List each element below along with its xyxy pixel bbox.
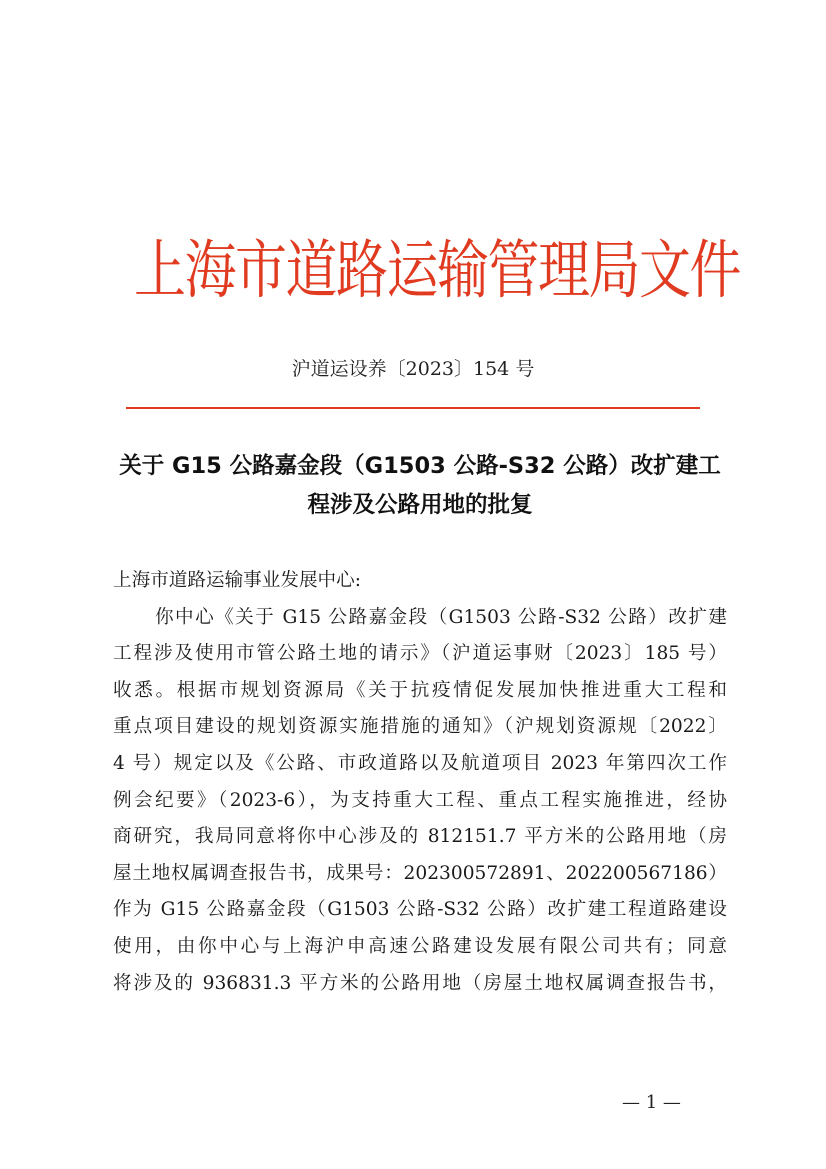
red-divider-rule: [126, 407, 700, 409]
body-line: 使用，由你中心与上海沪申高速公路建设发展有限公司共有；同意: [113, 935, 727, 957]
body-line: 工程涉及使用市管公路土地的请示》（沪道运事财〔2023〕185 号）: [113, 643, 727, 665]
body-line: 屋土地权属调查报告书，成果号：202300572891、202200567186）: [113, 862, 727, 884]
body-line: 重点项目建设的规划资源实施措施的通知》（沪规划资源规〔2022〕: [113, 716, 727, 738]
body-line: 你中心《关于 G15 公路嘉金段（G1503 公路-S32 公路）改扩建: [155, 606, 727, 628]
document-number: 沪道运设养〔2023〕154 号: [291, 358, 535, 380]
body-line: 4 号）规定以及《公路、市政道路以及航道项目 2023 年第四次工作: [113, 752, 727, 774]
page-number: — 1 —: [622, 1092, 681, 1113]
body-line: 商研究，我局同意将你中心涉及的 812151.7 平方米的公路用地（房: [113, 826, 727, 848]
subject-line: 关于 G15 公路嘉金段（G1503 公路-S32 公路）改扩建工: [119, 453, 721, 479]
document-subject: [100, 447, 740, 525]
body-line: 作为 G15 公路嘉金段（G1503 公路-S32 公路）改扩建工程道路建设: [113, 899, 727, 921]
issuer-title: 上海市道路运输管理局文件: [134, 234, 741, 308]
salutation: 上海市道路运输事业发展中心:: [113, 570, 361, 591]
body-line: 将涉及的 936831.3 平方米的公路用地（房屋土地权属调查报告书，: [113, 972, 727, 994]
document-body: [113, 563, 727, 1002]
subject-line: 程涉及公路用地的批复: [307, 492, 533, 518]
body-line: 收悉。根据市规划资源局《关于抗疫情促发展加快推进重大工程和: [113, 679, 727, 701]
body-line: 例会纪要》（2023-6），为支持重大工程、重点工程实施推进，经协: [113, 789, 727, 811]
